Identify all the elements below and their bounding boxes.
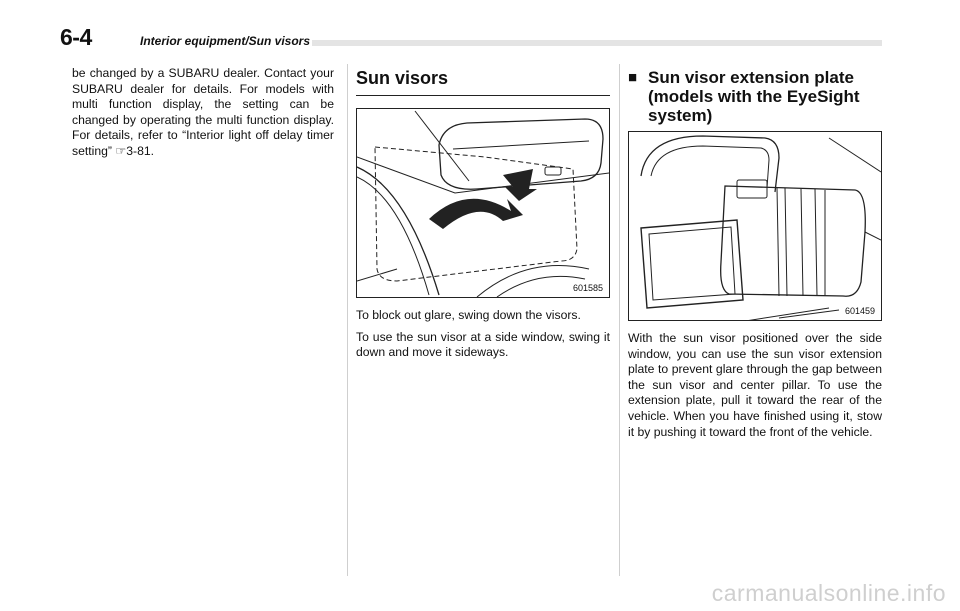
figure-code: 601459 [844,306,875,316]
continued-paragraph: be changed by a SUBARU dealer. Contact your SUBARU dealer for details. For models with multi function display, the setting can be changed by operating the multi function display. For details, refer to “Interior light off delay timer setting” ☞3-81. [72,66,334,158]
header-rule [312,40,882,46]
paragraph: To block out glare, swing down the visors. [356,308,581,322]
column-1 [72,66,334,160]
subsection-heading [628,68,882,125]
sun-visor-illustration [357,109,609,297]
extension-plate-illustration [629,132,881,320]
watermark: carmanualsonline.info [711,580,946,606]
page-title: Interior equipment/Sun visors [140,34,311,48]
column-divider-1 [347,64,348,576]
figure-code: 601585 [572,283,603,293]
column-3 [628,68,882,440]
column-divider-2 [619,64,620,576]
page-header [60,24,882,54]
section-title: Sun visors [356,68,610,96]
page-number: 6-4 [60,24,92,50]
paragraph: With the sun visor positioned over the side window, you can use the sun visor extension plate to prevent glare through the gap between the sun visor and center pillar. To use the extension plate, pull it toward the rear of the vehicle. When you have finished using it, stow it by pushing it toward the front of the vehicle. [628,331,882,439]
sun-visor-figure [356,108,610,298]
paragraph: To use the sun visor at a side window, swing it down and move it sideways. [356,329,610,360]
subsection-title: Sun visor extension plate (models with the EyeSight system) [648,68,860,125]
column-2 [356,68,610,361]
square-bullet-icon: ■ [628,69,638,86]
extension-plate-figure [628,131,882,321]
